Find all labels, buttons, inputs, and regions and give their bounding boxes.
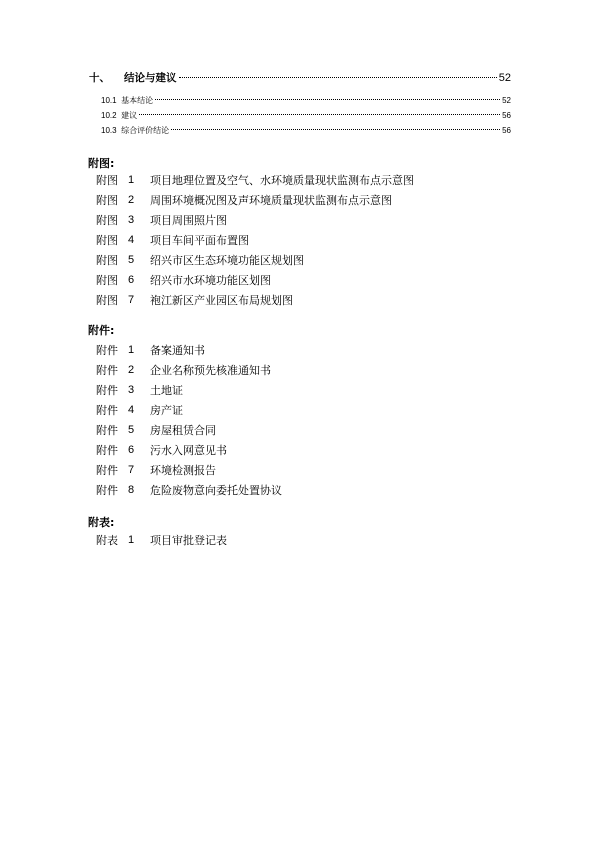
item-index: 5: [128, 254, 135, 266]
attachment-item-6: [96, 440, 282, 460]
item-index: 4: [128, 234, 135, 246]
toc-page-number: 56: [502, 126, 511, 135]
item-index: 8: [128, 484, 135, 496]
item-index: 2: [128, 194, 135, 206]
toc-entry-label: [101, 125, 169, 136]
item-kind: 附件: [96, 344, 118, 357]
toc-sub-number: 10.3: [101, 126, 117, 135]
toc-chapter-number: 十、: [89, 72, 110, 84]
item-kind: 附件: [96, 444, 118, 457]
toc-dot-leader: [155, 99, 500, 100]
item-index: 1: [128, 174, 135, 186]
toc-sub-number: 10.1: [101, 96, 117, 105]
item-title: 周围环境概况图及声环境质量现状监测布点示意图: [150, 194, 392, 207]
item-kind: 附图: [96, 194, 118, 207]
attachments-heading: 附件:: [88, 324, 115, 337]
figure-item-4: [96, 230, 414, 250]
toc-entry-chapter-10[interactable]: [89, 70, 511, 85]
item-kind: 附件: [96, 364, 118, 377]
figure-item-7: [96, 290, 414, 310]
item-index: 5: [128, 424, 135, 436]
figure-item-3: [96, 210, 414, 230]
item-title: 项目周围照片图: [150, 214, 227, 227]
tables-list: [96, 530, 227, 550]
item-index: 1: [128, 344, 135, 356]
item-index: 6: [128, 444, 135, 456]
item-kind: 附图: [96, 254, 118, 267]
item-kind: 附图: [96, 294, 118, 307]
figure-item-1: [96, 170, 414, 190]
item-kind: 附图: [96, 174, 118, 187]
toc-entry-label: [101, 110, 137, 121]
attachment-item-1: [96, 340, 282, 360]
item-title: 企业名称预先核准通知书: [150, 364, 271, 377]
item-kind: 附件: [96, 384, 118, 397]
item-title: 项目审批登记表: [150, 534, 227, 547]
toc-entry-label: [89, 70, 177, 85]
attachment-item-5: [96, 420, 282, 440]
item-kind: 附图: [96, 274, 118, 287]
item-index: 1: [128, 534, 135, 546]
toc-entry-label: [101, 95, 153, 106]
item-title: 项目地理位置及空气、水环境质量现状监测布点示意图: [150, 174, 414, 187]
item-kind: 附表: [96, 534, 118, 547]
item-kind: 附件: [96, 464, 118, 477]
toc-dot-leader: [179, 77, 497, 78]
item-index: 3: [128, 384, 135, 396]
item-title: 房产证: [150, 404, 183, 417]
attachment-item-7: [96, 460, 282, 480]
toc-entry-10-2[interactable]: [101, 110, 511, 121]
item-kind: 附图: [96, 234, 118, 247]
figures-list: [96, 170, 414, 310]
figure-item-5: [96, 250, 414, 270]
item-title: 危险废物意向委托处置协议: [150, 484, 282, 497]
attachments-list: [96, 340, 282, 500]
item-kind: 附件: [96, 424, 118, 437]
attachment-item-2: [96, 360, 282, 380]
figure-item-2: [96, 190, 414, 210]
attachment-item-8: [96, 480, 282, 500]
toc-dot-leader: [171, 129, 500, 130]
item-title: 环境检测报告: [150, 464, 216, 477]
figure-item-6: [96, 270, 414, 290]
toc-sub-title: 基本结论: [121, 96, 154, 105]
toc-sub-number: 10.2: [101, 111, 117, 120]
toc-dot-leader: [139, 114, 500, 115]
toc-page-number: 52: [502, 96, 511, 105]
item-index: 2: [128, 364, 135, 376]
toc-sub-title: 建议: [121, 111, 138, 120]
toc-entry-10-1[interactable]: [101, 95, 511, 106]
item-index: 6: [128, 274, 135, 286]
item-title: 项目车间平面布置图: [150, 234, 249, 247]
table-item-1: [96, 530, 227, 550]
item-index: 7: [128, 464, 135, 476]
item-index: 7: [128, 294, 135, 306]
item-kind: 附件: [96, 484, 118, 497]
toc-chapter-title: 结论与建议: [124, 72, 177, 84]
toc-entry-10-3[interactable]: [101, 125, 511, 136]
figures-heading: 附图:: [88, 157, 115, 170]
item-title: 土地证: [150, 384, 183, 397]
item-title: 污水入网意见书: [150, 444, 227, 457]
attachment-item-4: [96, 400, 282, 420]
item-title: 备案通知书: [150, 344, 205, 357]
attachment-item-3: [96, 380, 282, 400]
toc-page-number: 56: [502, 111, 511, 120]
toc-page-number: 52: [498, 72, 511, 84]
item-kind: 附件: [96, 404, 118, 417]
item-title: 房屋租赁合同: [150, 424, 216, 437]
item-title: 绍兴市区生态环境功能区规划图: [150, 254, 304, 267]
item-title: 袍江新区产业园区布局规划图: [150, 294, 293, 307]
tables-heading: 附表:: [88, 516, 115, 529]
item-kind: 附图: [96, 214, 118, 227]
toc-sub-title: 综合评价结论: [121, 126, 170, 135]
item-title: 绍兴市水环境功能区划图: [150, 274, 271, 287]
item-index: 4: [128, 404, 135, 416]
item-index: 3: [128, 214, 135, 226]
